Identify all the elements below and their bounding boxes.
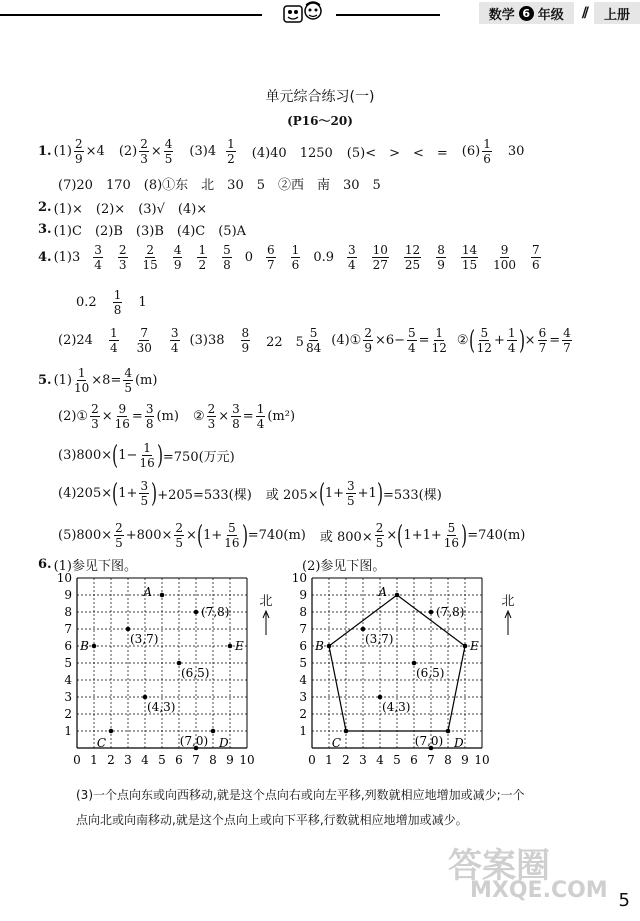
q4-part4b: ②: [456, 333, 469, 348]
north-indicator-2: [498, 590, 518, 639]
q1-text: ×: [150, 144, 162, 159]
q1-text: ×4: [85, 144, 105, 159]
point-A: [160, 593, 165, 598]
q4-text: ×6−: [374, 333, 406, 348]
q5-text: 1−: [118, 448, 138, 463]
q4-prefix: (1)3: [53, 250, 81, 265]
q1-part2: (2): [118, 144, 138, 159]
point-label-37: (3,7): [365, 632, 394, 646]
y-tick-label: 7: [299, 622, 307, 636]
fraction: $\frac{5}{4}$: [408, 326, 416, 355]
q1-line2: (7)20 170 (8)①东 北 30 5 ②西 南 30 5: [58, 178, 381, 193]
fraction: $\frac{4}{5}$: [124, 366, 132, 395]
point-label-70: (7,0): [414, 734, 444, 748]
y-tick-label: 5: [299, 656, 307, 670]
fraction: $\frac{1}{4}$: [507, 326, 516, 355]
header-rule-left: [0, 14, 262, 16]
q5-or: 或 205×: [265, 488, 319, 503]
q6-line: [38, 555, 137, 574]
q4-number: 4.: [38, 250, 52, 265]
fraction: $\frac{3}{4}$: [170, 326, 179, 355]
q5-or: 或 800×: [319, 530, 373, 545]
q5-text: =: [242, 409, 254, 424]
y-tick-label: 8: [64, 605, 72, 619]
point-label-B: B: [315, 639, 324, 653]
q5-line5: (5)800× $\frac{2}{5}$ +800× $\frac{2}{5}$ × ( 1+ $\frac{5}{16}$ ) =740(m) 或 800× $\frac{2}{5}$ × ( 1+1+ $\frac{5}{16}$ ) =740(m): [58, 520, 526, 551]
point-78: [194, 610, 199, 615]
q2-text: (1)× (2)× (3)√ (4)×: [53, 202, 208, 217]
point-label-78: (7,8): [436, 605, 465, 619]
x-tick-label: 3: [124, 753, 132, 767]
fraction: $\frac{9}{100}$: [493, 243, 517, 272]
fraction: $\frac{14}{15}$: [461, 243, 478, 272]
fraction: $\frac{7}{6}$: [532, 243, 540, 272]
point-label-E: E: [235, 639, 244, 653]
q4-text: 22 5: [266, 335, 304, 350]
point-E: [463, 644, 468, 649]
q1-part5: (5)< > < =: [346, 146, 448, 161]
point-label-70: (7,0): [179, 734, 209, 748]
x-tick-label: 1: [325, 753, 333, 767]
q5-text: ×: [186, 528, 197, 543]
x-tick-label: 9: [461, 753, 469, 767]
q5-unit: (m²): [267, 409, 296, 424]
y-tick-label: 3: [64, 690, 72, 704]
point-label-C: C: [96, 736, 106, 750]
y-tick-label: 10: [56, 571, 72, 585]
fraction: $\frac{1}{12}$: [431, 326, 447, 355]
fraction: $\frac{5}{84}$: [305, 326, 322, 355]
subject-label: 数学: [488, 7, 515, 23]
x-tick-label: 7: [192, 753, 200, 767]
point-65: [412, 661, 417, 666]
q5-unit: (m): [156, 409, 179, 424]
x-tick-label: 2: [342, 753, 350, 767]
x-tick-label: 5: [393, 753, 401, 767]
q5-text: ×8=: [91, 373, 122, 388]
point-B: [327, 644, 332, 649]
q5-part1: (1): [53, 373, 72, 388]
q6-number: 6.: [38, 557, 52, 572]
fraction: $\frac{2}{9}$: [75, 137, 83, 166]
fraction: $\frac{1}{16}$: [139, 441, 155, 470]
q5-part2b: ②: [192, 409, 205, 424]
y-tick-label: 2: [64, 707, 72, 721]
q5-text: +205=533(棵): [157, 488, 252, 503]
fraction: $\frac{4}{9}$: [173, 243, 182, 272]
fraction: $\frac{5}{16}$: [224, 521, 240, 550]
q5-line3: (3)800× ( 1− $\frac{1}{16}$ ) =750(万元): [58, 440, 235, 471]
q5-unit: (m): [134, 373, 158, 388]
y-tick-label: 1: [64, 724, 72, 738]
q5-part5: (5)800×: [58, 528, 113, 543]
fraction: $\frac{2}{3}$: [207, 402, 216, 431]
q5-part2: (2)①: [58, 409, 89, 424]
q5-part4: (4)205×: [58, 486, 113, 501]
q5-line1: [38, 367, 157, 394]
q3-number: 3.: [38, 222, 52, 237]
page-number: 5: [618, 890, 630, 911]
point-65: [177, 661, 182, 666]
y-tick-label: 7: [64, 622, 72, 636]
q4-text: 1: [138, 295, 147, 310]
q5-line2: [58, 403, 295, 430]
watermark-logo: 答案圈: [448, 846, 550, 886]
q3-text: (1)C (2)B (3)B (4)C (5)A: [53, 224, 247, 239]
fraction: $\frac{5}{16}$: [443, 521, 460, 550]
q1-part3: (3)4: [189, 144, 217, 159]
grade-suffix: 年级: [537, 7, 564, 23]
fraction: $\frac{2}{3}$: [140, 137, 148, 166]
fraction: $\frac{3}{8}$: [232, 402, 240, 431]
x-tick-label: 1: [90, 753, 98, 767]
q4-line2: [76, 289, 147, 316]
x-tick-label: 8: [444, 753, 452, 767]
fraction: $\frac{1}{6}$: [291, 243, 300, 272]
y-tick-label: 10: [291, 571, 307, 585]
fraction: $\frac{2}{5}$: [175, 521, 184, 550]
point-C: [344, 729, 349, 734]
q5-text: =740(m): [467, 528, 526, 543]
y-tick-label: 2: [299, 707, 307, 721]
x-tick-label: 9: [226, 753, 234, 767]
q5-text: 1+1+: [403, 528, 442, 543]
fraction: $\frac{1}{4}$: [256, 402, 265, 431]
x-tick-label: 4: [141, 753, 149, 767]
q5-part3: (3)800×: [58, 448, 113, 463]
north-label: 北: [259, 594, 273, 609]
y-tick-label: 8: [299, 605, 307, 619]
y-tick-label: 6: [299, 639, 307, 653]
fraction: $\frac{3}{8}$: [145, 402, 154, 431]
point-label-B: B: [80, 639, 89, 653]
grade-number: 6: [519, 6, 534, 21]
header-badge: [479, 2, 640, 24]
y-tick-label: 9: [64, 588, 72, 602]
x-tick-label: 0: [308, 753, 316, 767]
q1-text: 30: [507, 144, 525, 159]
q4-line3: (2)24 $\frac{1}{4}$ $\frac{7}{30}$ $\frac{3}{4}$ (3)38 $\frac{8}{9}$ 22 5 $\frac{5}{84}$ (4)① $\frac{2}{9}$ ×6− $\frac{5}{4}$ = $\frac{1}{12}$ ② ( $\frac{5}{12}$ + $\frac{1}{4}$ ) × $\frac{6}{7}$ = $\frac{4}{7}$: [58, 325, 571, 356]
q6-part2-line: [302, 555, 385, 574]
q4-line1: [38, 244, 543, 271]
watermark-url: MXQE.COM: [470, 878, 608, 903]
y-tick-label: 1: [299, 724, 307, 738]
q6-part2: (2)参见下图。: [302, 559, 386, 574]
fraction: $\frac{1}{4}$: [109, 326, 118, 355]
fraction: $\frac{1}{6}$: [483, 137, 491, 166]
north-indicator-1: [256, 590, 276, 639]
slash-decoration-icon: //: [581, 5, 586, 21]
q1-part6: (6): [461, 144, 481, 159]
q5-text: 1+: [118, 486, 138, 501]
page-title: 单元综合练习(一): [265, 89, 375, 105]
point-A: [395, 593, 400, 598]
x-tick-label: 2: [107, 753, 115, 767]
point-label-C: C: [331, 736, 341, 750]
fraction: $\frac{3}{5}$: [346, 479, 355, 508]
point-43: [143, 695, 148, 700]
q5-text: ×: [386, 528, 398, 543]
fraction: $\frac{1}{10}$: [74, 366, 90, 395]
point-B: [92, 644, 97, 649]
q3-line: [38, 220, 246, 239]
fraction: $\frac{6}{7}$: [538, 326, 547, 355]
point-label-78: (7,8): [201, 605, 230, 619]
point-label-65: (6,5): [181, 666, 210, 680]
q5-text: +800×: [125, 528, 173, 543]
point-D: [211, 729, 216, 734]
q5-number: 5.: [38, 373, 52, 388]
point-78: [429, 610, 434, 615]
north-arrow-icon: [503, 609, 513, 635]
q4-part2: (2)24: [58, 333, 93, 348]
fraction: $\frac{2}{15}$: [142, 243, 158, 272]
fraction: $\frac{10}{27}$: [372, 243, 388, 272]
q1-line1: [38, 138, 524, 165]
fraction: $\frac{2}{3}$: [91, 402, 99, 431]
q4-text: =: [549, 333, 561, 348]
point-D: [446, 729, 451, 734]
y-tick-label: 4: [299, 673, 307, 687]
fraction: $\frac{8}{9}$: [437, 243, 445, 272]
q5-text: ×: [101, 409, 113, 424]
y-tick-label: 6: [64, 639, 72, 653]
q4-text: ×: [524, 333, 536, 348]
q4-value: 0.9: [313, 250, 334, 265]
fraction: $\frac{3}{4}$: [94, 243, 102, 272]
q6-part3-line2: 点向北或向南移动,就是这个点向上或向下平移,行数就相应地增加或减少。: [76, 813, 468, 827]
fraction: $\frac{1}{2}$: [227, 137, 235, 166]
q5-text: =: [131, 409, 143, 424]
q6-part3-line1: (3)一个点向东或向西移动,就是这个点向右或向左平移,列数就相应地增加或减少;一个: [76, 788, 525, 802]
y-tick-label: 3: [299, 690, 307, 704]
fraction: $\frac{2}{5}$: [115, 521, 123, 550]
x-tick-label: 5: [158, 753, 166, 767]
point-label-43: (4,3): [382, 700, 411, 714]
coordinate-grid-1: [55, 571, 285, 774]
point-label-D: D: [219, 736, 229, 750]
point-label-A: A: [378, 585, 387, 599]
point-label-37: (3,7): [130, 632, 159, 646]
header-rule-right: [336, 14, 440, 16]
x-tick-label: 7: [427, 753, 435, 767]
point-C: [109, 729, 114, 734]
fraction: $\frac{1}{8}$: [113, 288, 122, 317]
header-volume: [594, 2, 640, 24]
x-tick-label: 6: [175, 753, 183, 767]
q4-part4: (4)①: [331, 333, 362, 348]
q2-line: [38, 198, 207, 217]
fraction: $\frac{1}{2}$: [198, 243, 207, 272]
coordinate-grid-2: [290, 571, 520, 774]
x-tick-label: 0: [73, 753, 81, 767]
q6-part1: (1)参见下图。: [53, 559, 137, 574]
north-label: 北: [501, 594, 515, 609]
page-subtitle: (P16～20): [287, 114, 353, 128]
fraction: $\frac{4}{7}$: [563, 326, 571, 355]
point-label-E: E: [470, 639, 479, 653]
fraction: $\frac{5}{12}$: [476, 326, 492, 355]
q4-text: =: [418, 333, 430, 348]
fraction: $\frac{7}{30}$: [136, 326, 152, 355]
fraction: $\frac{3}{5}$: [140, 479, 149, 508]
point-E: [228, 644, 233, 649]
q5-text: ×: [218, 409, 230, 424]
q4-text: +: [493, 333, 505, 348]
q5-text: 1+: [203, 528, 223, 543]
north-arrow-icon: [261, 609, 271, 635]
header-grade: [479, 2, 574, 24]
point-37: [361, 627, 366, 632]
fraction: $\frac{3}{4}$: [348, 243, 356, 272]
q4-value: 0: [244, 250, 254, 265]
fraction: $\frac{9}{16}$: [114, 402, 130, 431]
point-37: [126, 627, 131, 632]
q1-part4: (4)40 1250: [251, 146, 333, 161]
y-tick-label: 4: [64, 673, 72, 687]
point-label-D: D: [454, 736, 464, 750]
q5-line4: (4)205× ( 1+ $\frac{3}{5}$ ) +205=533(棵) 或 205× ( 1+ $\frac{3}{5}$ +1 ) =533(棵): [58, 478, 442, 509]
fraction: $\frac{2}{9}$: [364, 326, 372, 355]
fraction: $\frac{12}{25}$: [404, 243, 421, 272]
fraction: $\frac{4}{5}$: [164, 137, 173, 166]
q4-text: 0.2: [76, 295, 97, 310]
x-tick-label: 6: [410, 753, 418, 767]
q5-text: +1: [357, 486, 377, 501]
point-label-43: (4,3): [147, 700, 176, 714]
x-tick-label: 10: [474, 753, 490, 767]
x-tick-label: 4: [376, 753, 384, 767]
fraction: $\frac{8}{9}$: [241, 326, 250, 355]
fraction: $\frac{5}{8}$: [223, 243, 231, 272]
q5-text: =740(m): [247, 528, 306, 543]
q5-text: 1+: [324, 486, 344, 501]
q4-fraction-list: [80, 244, 542, 271]
q1-part1: (1): [53, 144, 72, 159]
x-tick-label: 10: [239, 753, 255, 767]
x-tick-label: 3: [359, 753, 367, 767]
y-tick-label: 5: [64, 656, 72, 670]
q2-number: 2.: [38, 200, 52, 215]
volume-label: 上册: [603, 7, 630, 23]
q5-text: =750(万元): [162, 450, 235, 465]
mascot-icon: [282, 0, 326, 28]
q4-part3: (3)38: [189, 333, 225, 348]
fraction: $\frac{2}{5}$: [375, 521, 384, 550]
point-43: [378, 695, 383, 700]
point-label-65: (6,5): [416, 666, 445, 680]
fraction: $\frac{2}{3}$: [118, 243, 127, 272]
q5-text: =533(棵): [382, 488, 442, 503]
y-tick-label: 9: [299, 588, 307, 602]
q1-number: 1.: [38, 144, 52, 159]
point-label-A: A: [143, 585, 152, 599]
x-tick-label: 8: [209, 753, 217, 767]
fraction: $\frac{6}{7}$: [267, 243, 275, 272]
